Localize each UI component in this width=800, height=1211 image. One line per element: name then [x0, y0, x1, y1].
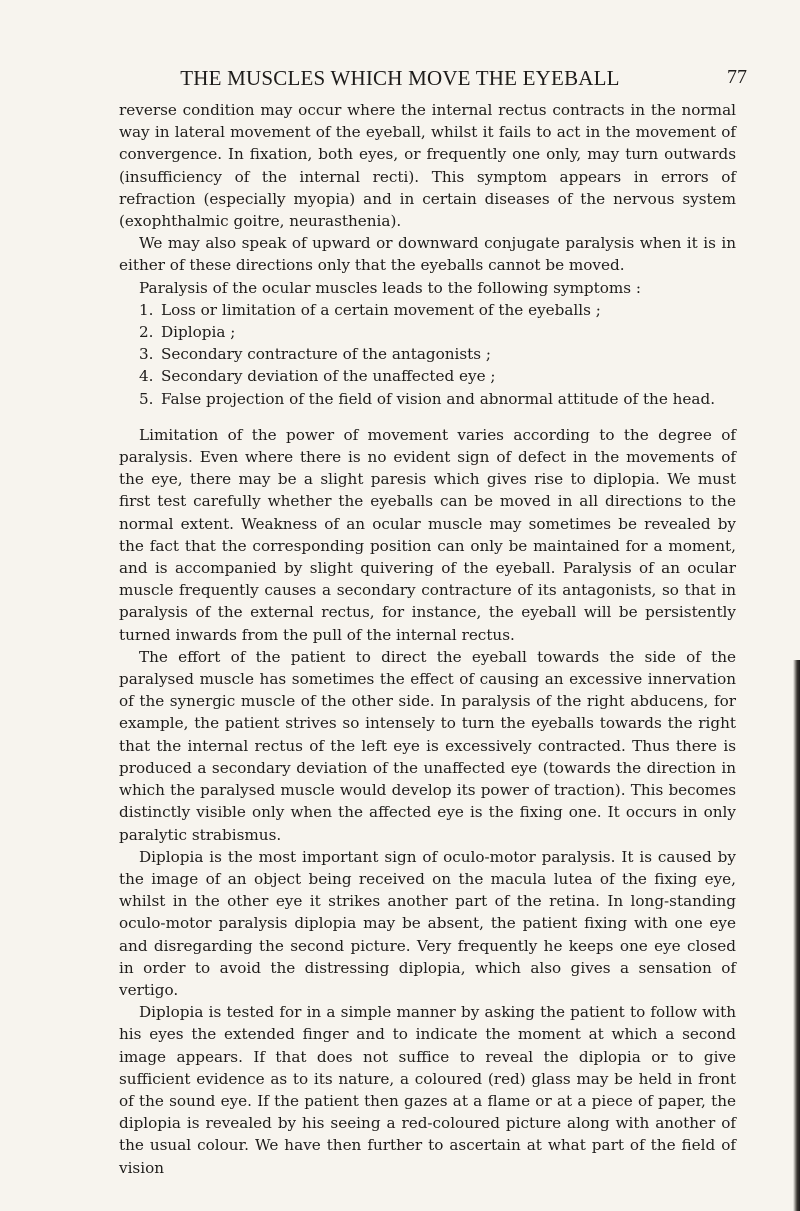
page-body — [119, 99, 736, 1179]
scan-edge-shadow — [793, 660, 800, 1211]
paragraph: Paralysis of the ocular muscles leads to the following symptoms : — [139, 278, 642, 297]
list-item — [119, 343, 736, 365]
list-number: 2. — [139, 323, 154, 342]
list-text: Loss or limitation of a certain movement of the eyeballs ; — [161, 300, 601, 319]
paragraph: Diplopia is the most important sign of oculo-motor paralysis. It is caused by the image of an object being received on the macula lutea of the fixing eye, whilst in the other eye it strikes another part of the retina. In long-standing oculo-motor paralysis diplopia may be absent, the patient fixing with one eye and disregarding the second picture. Very frequently he keeps one eye closed in order to avoid the distressing diplopia, which also gives a sensation of vertigo. — [119, 847, 736, 999]
list-text: Diplopia ; — [161, 323, 236, 342]
paragraph: The effort of the patient to direct the eyeball towards the side of the paralysed muscle has sometimes the effect of causing an excessive innervation of the synergic muscle of the other side. In paralysis of the right abducens, for example, the patient strives so intensely to turn the eyeballs towards the right that the internal rectus of the left eye is excessively contracted. Thus there is produced a secondary deviation of the unaffected eye (towards the direction in which the paralysed muscle would develop its power of traction). This becomes distinctly visible only when the affected eye is the fixing one. It occurs in only paralytic strabismus. — [119, 647, 736, 844]
section-gap — [119, 410, 736, 424]
list-number: 5. — [139, 389, 154, 408]
list-item — [119, 321, 736, 343]
list-number: 3. — [139, 345, 154, 364]
page-number: 77 — [727, 66, 747, 88]
list-item — [119, 388, 736, 410]
list-number: 1. — [139, 300, 154, 319]
list-text: Secondary deviation of the unaffected eye ; — [161, 367, 496, 386]
list-item — [119, 365, 736, 387]
paragraph: Diplopia is tested for in a simple manner by asking the patient to follow with his eyes the extended finger and to indicate the moment at which a second image appears. If that does not suffice to reveal the diplopia or to give sufficient evidence as to its nature, a coloured (red) glass may be held in front of the sound eye. If the patient then gazes at a flame or at a piece of paper, the diplopia is revealed by his seeing a red-coloured picture along with another of the usual colour. We have then further to ascertain at what part of the field of vision — [119, 1003, 736, 1177]
list-number: 4. — [139, 367, 154, 386]
running-header — [0, 66, 800, 90]
list-item — [119, 299, 736, 321]
list-text: Secondary contracture of the antagonists ; — [161, 345, 492, 364]
running-title: THE MUSCLES WHICH MOVE THE EYEBALL — [180, 66, 620, 90]
list-text: False projection of the field of vision and abnormal attitude of the head. — [161, 389, 716, 408]
paragraph: Limitation of the power of movement varies according to the degree of paralysis. Even where there is no evident sign of defect in the movements of the eye, there may be a slight paresis which gives rise to diplopia. We must first test carefully whether the eyeballs can be moved in all directions to the normal extent. Weakness of an ocular muscle may sometimes be revealed by the fact that the corresponding position can only be maintained for a moment, and is accompanied by slight quivering of the eyeball. Paralysis of an ocular muscle frequently causes a secondary contracture of its antagonists, so that in paralysis of the external rectus, for instance, the eyeball will be persistently turned inwards from the pull of the internal rectus. — [119, 425, 736, 644]
symptom-list — [119, 299, 736, 410]
paragraph: reverse condition may occur where the internal rectus contracts in the normal way in lateral movement of the eyeball, whilst it fails to act in the movement of convergence. In fixation, both eyes, or frequently one only, may turn outwards (insufficiency of the internal recti). This symptom appears in errors of refraction (especially myopia) and in certain diseases of the nervous system (exophthalmic goitre, neurasthenia). — [119, 101, 736, 231]
paragraph: We may also speak of upward or downward conjugate paralysis when it is in either of these directions only that the eyeballs cannot be moved. — [119, 234, 736, 275]
